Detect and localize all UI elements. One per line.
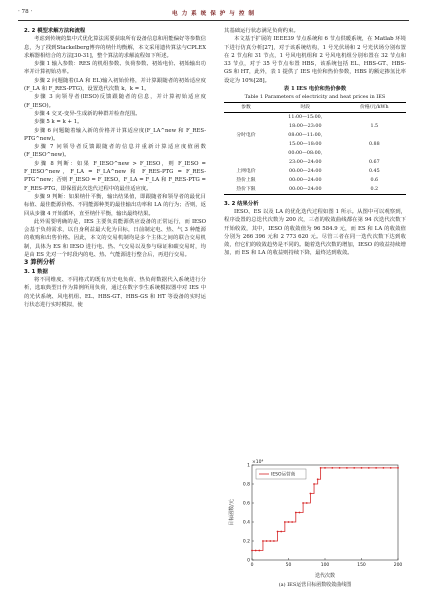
table-header-cell: 参数 — [224, 102, 268, 112]
y-tick-label: 0.2 — [242, 539, 250, 545]
data-point — [383, 467, 385, 469]
table-cell — [343, 112, 406, 122]
table-cell: 0.88 — [368, 141, 380, 147]
data-point — [361, 467, 363, 469]
table-cell — [224, 122, 268, 131]
x-tick-label: 100 — [320, 563, 330, 568]
step-9: 步骤 9 判断：如果纳什平衡，输出结果值，即跟随者和领导者的最优目标值、最佳能源价格、不同能源种类的最佳输出功率和 LA 的行为；否则，返回从步骤 4 开始循环，直至纳什平衡，输出最终结果。 — [24, 193, 206, 217]
price-table — [224, 102, 406, 195]
y-tick-label: 1 — [247, 463, 250, 469]
table-cell: 上网电价 — [236, 168, 256, 174]
x-tick-label: 150 — [357, 563, 366, 568]
step-5: 步骤 5 k = k + 1。 — [34, 119, 83, 126]
data-point — [302, 502, 304, 504]
table-caption-cn: 表 1 IES 电价和热价参数 — [283, 86, 347, 93]
table-cell: 18:00—23:00 — [289, 123, 322, 129]
step-2: 步骤 2 问题随着(LA 和 EL)输入初始价格，并计算跟随者的初始适应度(F_LA 和 F_RES-PTG)，设置迭代次数 k，k = 1。 — [24, 77, 206, 93]
right-column — [224, 27, 406, 258]
data-point — [324, 467, 326, 469]
paragraph: 其基础运行状态满足负荷约束。 — [224, 28, 299, 34]
table-row — [224, 122, 406, 131]
table-cell — [224, 112, 268, 122]
series-line — [252, 468, 398, 551]
table-row — [224, 167, 406, 176]
data-point — [397, 467, 399, 469]
data-point — [284, 521, 286, 523]
table-cell — [343, 131, 406, 140]
data-point — [299, 512, 301, 514]
y-exponent-label: ×10⁴ — [252, 460, 264, 465]
convergence-chart — [226, 455, 406, 580]
x-tick-label: 50 — [285, 563, 292, 568]
journal-title: 电 力 系 统 保 护 与 控 制 — [172, 11, 255, 17]
data-point — [288, 521, 290, 523]
x-axis-label: 迭代次数 — [314, 573, 336, 579]
table-cell: 热价下限 — [236, 186, 256, 192]
table-row — [224, 185, 406, 195]
y-tick-label: 0.6 — [242, 501, 250, 507]
x-tick-label: 0 — [250, 563, 254, 568]
section-3-1-heading: 3. 1 数据 — [24, 268, 48, 275]
y-tick-label: 0 — [247, 558, 250, 564]
step-7: 步骤 7 问领导者反馈跟随者的信息并重新计算适应度值函数(F_IESO^new)。 — [24, 144, 206, 159]
table-cell — [343, 149, 406, 158]
step-8: 步骤 8 判断：如果 F_IESO^new > F_IESO，则 F_IESO = F_IESO^new，F_LA = F_LA^new 和 F_RES-PTG = F_RES-PTG^new；否则 F_IESO = F_IESO，F_LA = F_LA 和 F_RES-PTG = F_RES-PTG，即保留此次迭代过程中的最佳适应度。 — [24, 160, 206, 192]
data-point — [291, 521, 293, 523]
step-6: 步骤 6 问题随着输入新的价格并计算适应度(F_LA^new 和 F_RES-PTG^new)。 — [24, 127, 206, 142]
table-cell: 00:00—24:00 — [289, 186, 322, 192]
data-point — [353, 467, 355, 469]
table-cell: 1.5 — [370, 123, 379, 129]
step-1: 步骤 1 输入参数：RES 的机组参数、负荷参数、初始电价、初始输出功率并计算初始功率。 — [24, 61, 206, 76]
x-tick-label: 200 — [393, 563, 403, 568]
table-cell: 11:00—15:00, — [288, 114, 323, 120]
table-cell — [224, 158, 268, 167]
table-cell: 00:00—08:00, — [288, 150, 323, 156]
page-header — [18, 9, 409, 19]
data-point — [258, 550, 260, 552]
legend-label: IESO运营商 — [271, 472, 296, 478]
data-point — [262, 540, 264, 542]
data-point — [313, 483, 315, 485]
data-point — [295, 512, 297, 514]
table-cell — [224, 149, 268, 158]
section-2-2-heading: 2. 2 模型求解方法和流程 — [24, 28, 86, 34]
data-point — [266, 540, 268, 542]
data-point — [251, 550, 253, 552]
table-header-cell: 价格/元/kWh — [343, 102, 406, 112]
table-cell: 00:00—24:00 — [289, 168, 322, 174]
table-header-cell: 时段 — [268, 102, 343, 112]
plot-frame — [252, 465, 398, 560]
table-cell: 0.45 — [368, 168, 380, 174]
table-cell — [224, 140, 268, 149]
data-point — [273, 540, 275, 542]
paragraph: IESO、ES 以及 LA 的优化迭代过程如图 1 所示。从图中可以观察到，程序设置的总迭代次数为 200 次，三者的收敛曲线都在第 94 次迭代次数下开始收敛，其中，IESO 的收敛值为 96 584.9 元，而 ES 和 LA 的收敛值分别为 266 396 元和 2 773 620 元。尽管三者在同一迭代次数下达到收敛，但它们的收敛趋势是不同的。随着迭代次数的增加，IESO 的收益持续增加，而 ES 和 LA 的收益则持续下降，最终达到收敛。 — [224, 208, 406, 257]
table-row — [224, 112, 406, 122]
y-tick-label: 0.8 — [242, 482, 250, 488]
data-point — [280, 531, 282, 533]
table-cell: 00:00—24:00 — [289, 177, 322, 183]
paragraph: 考虑到传统的集中式优化算法需要获取所有设备信息和用能偏好等参数信息，为了找到Stackelberg博弈的纳什均衡解，本文采用遗传算法与CPLEX求解器相结合的方法[30-31]，整个算法的求解流程如下所述。 — [24, 36, 206, 59]
step-4: 步骤 4 交叉-变异-生成新的种群并检查范围。 — [34, 110, 141, 117]
table-row — [224, 176, 406, 185]
data-point — [331, 467, 333, 469]
left-column — [24, 27, 206, 309]
chart-svg — [226, 455, 406, 580]
y-tick-label: 0.4 — [242, 520, 250, 526]
data-point — [255, 550, 257, 552]
table-cell: 23:00—24:00 — [289, 159, 322, 165]
table-caption-en: Table 1 Parameters of electricity and heat prices in IES — [244, 94, 386, 101]
table-cell: 0.67 — [368, 159, 380, 165]
data-point — [368, 467, 370, 469]
data-point — [339, 467, 341, 469]
table-row — [224, 149, 406, 158]
table-row — [224, 131, 406, 140]
table-cell: 0.2 — [370, 186, 379, 192]
paragraph: 本文基于扩展的 IEEE39 节点系统和 6 节点供暖系统，在 Matlab 环境下进行仿真分析[27]，对于该系统结构，1 号光伏场和 2 号光伏场分别布置在 2 节点和 31 节点，1 号风电机组和 2 号风电机组分别布置在 32 节点和 33 节点，对于 35 号节点布置 HBS，该系统包括 EL、HBS-GT、HBS-GS 和 HT，此外，表 1 提供了 IES 电价和热价参数，HBS 的额定掺氢比率设定为 10%[28]。 — [224, 36, 406, 84]
data-point — [390, 467, 392, 469]
table-cell: 0.6 — [370, 177, 379, 183]
figure-caption: (a) IES运营目标函数收敛曲线图 — [278, 582, 352, 588]
section-3-heading: 3 算例分析 — [24, 259, 56, 267]
data-point — [375, 467, 377, 469]
data-point — [320, 467, 322, 469]
page-number: · 78 · — [18, 9, 33, 15]
table-cell: 热价上限 — [236, 177, 256, 183]
data-point — [306, 502, 308, 504]
header-rule — [18, 20, 409, 21]
data-point — [269, 540, 271, 542]
table-row — [224, 158, 406, 167]
data-point — [346, 467, 348, 469]
table-cell: 15:00—18:00 — [289, 141, 322, 147]
paragraph: 此外需要明确的是，IES 主要负责能源供应设备的正常运行，而 IESO 会基于负荷需求，以自身利益最大化为目标，日前制定电、热、气 3 种能源的收购和出售价格。因此，本文的交易机制均是多个主体之间的联合交易机制，具体为 ES 和 IESO 进行电、热、气交易以及参与绿证和碳交易时，均是由 ES 先对一个时段内的电、热、气能源进行整合后，再进行交易。 — [24, 218, 206, 259]
paragraph: 将不同维度、不同格式的既有历史电负荷、热负荷数据代入系统进行分析，选取典型日作为算例所用负荷，通过在数字孪生系统模拟器中对 IES 中的光伏系统、风电机组、EL、HBS-GT、HBS-GS 和 HT 等设备的实时运行状态进行实时模拟，使 — [24, 276, 206, 308]
table-cell: 分时电价 — [236, 132, 256, 138]
y-axis-label: 目标函数/元 — [229, 499, 235, 526]
section-3-2-heading: 3. 2 结果分析 — [224, 200, 259, 207]
step-3: 步骤 3 向领导者(IESO)反馈跟随者的信息，并计算初始适应度(F_IESO)。 — [24, 94, 206, 109]
table-cell: 08:00—11:00, — [288, 132, 323, 138]
data-point — [277, 531, 279, 533]
table-row — [224, 140, 406, 149]
data-point — [310, 493, 312, 495]
data-point — [317, 478, 319, 480]
